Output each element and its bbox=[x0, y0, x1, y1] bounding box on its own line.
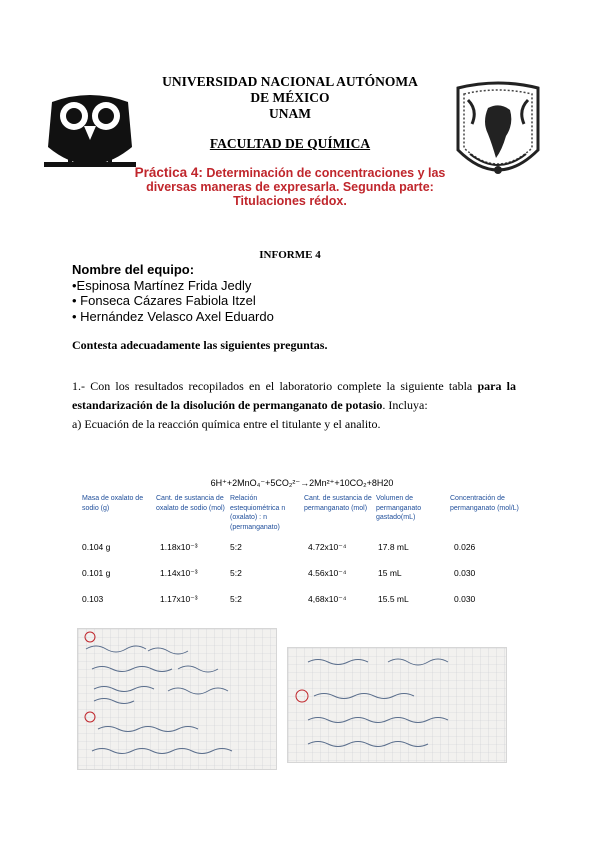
university-line-1: UNIVERSIDAD NACIONAL AUTÓNOMA bbox=[162, 74, 418, 89]
table-cell: 15 mL bbox=[378, 568, 402, 578]
table-row bbox=[82, 560, 522, 586]
table-header-cell: Masa de oxalato de sodio (g) bbox=[82, 495, 144, 512]
table-cell: 17.8 mL bbox=[378, 542, 409, 552]
table-cell: 5:2 bbox=[230, 542, 242, 552]
table-header-cell: Relación estequiométrica n (oxalato) : n (permanganato) bbox=[230, 495, 286, 531]
question-1-bold: para la estandarización de la disolución de permanganato de potasio bbox=[72, 379, 516, 412]
reaction-equation: 6H⁺+2MnO₄⁻+5CO₂²⁻→2Mn²⁺+10CO₂+8H20 bbox=[210, 478, 394, 488]
table-header-cell: Concentración de permanganato (mol/L) bbox=[450, 495, 519, 512]
team-member: • Fonseca Cázares Fabiola Itzel bbox=[72, 293, 256, 308]
table-cell: 1.14x10⁻³ bbox=[160, 567, 198, 578]
table-header-cell: Cant. de sustancia de permanganato (mol) bbox=[304, 495, 372, 512]
unam-owl-logo-icon bbox=[40, 92, 140, 182]
question-1-prefix: 1.- Con los resultados recopilados en el laboratorio complete la siguiente tabla bbox=[72, 379, 473, 393]
table-cell: 0.030 bbox=[454, 594, 476, 604]
question-1-suffix: . Incluya: bbox=[382, 398, 428, 412]
table-cell: 1.17x10⁻³ bbox=[160, 593, 198, 604]
team-heading: Nombre del equipo: bbox=[72, 262, 195, 277]
table-cell: 0.101 g bbox=[82, 568, 111, 578]
table-cell: 5:2 bbox=[230, 568, 242, 578]
table-header-row bbox=[82, 494, 522, 534]
university-line-3: UNAM bbox=[269, 106, 311, 121]
table-cell: 4,68x10⁻⁴ bbox=[308, 593, 347, 604]
instructions: Contesta adecuadamente las siguientes preguntas. bbox=[72, 338, 328, 352]
table-cell: 4.72x10⁻⁴ bbox=[308, 541, 347, 552]
graph-paper-icon bbox=[288, 648, 506, 762]
handwritten-calculations-photo-1 bbox=[77, 628, 277, 770]
table-cell: 1.18x10⁻³ bbox=[160, 541, 198, 552]
practice-description: Determinación de concentraciones y las diversas maneras de expresarla. Segunda parte: Titulaciones rédox. bbox=[146, 166, 446, 208]
table-header-cell: Cant. de sustancia de oxalato de sodio (mol) bbox=[156, 495, 225, 512]
team-section bbox=[72, 262, 274, 324]
handwritten-calculations-photo-2 bbox=[287, 647, 507, 763]
table-cell: 0.026 bbox=[454, 542, 476, 552]
table-row bbox=[82, 586, 522, 612]
table-cell: 4.56x10⁻⁴ bbox=[308, 567, 347, 578]
table-cell: 5:2 bbox=[230, 594, 242, 604]
team-member: •Espinosa Martínez Frida Jedly bbox=[72, 277, 252, 293]
university-title bbox=[140, 74, 440, 122]
university-line-2: DE MÉXICO bbox=[250, 90, 330, 105]
practice-title bbox=[130, 166, 450, 208]
table-cell: 15.5 mL bbox=[378, 594, 409, 604]
table-row bbox=[82, 534, 522, 560]
table-cell: 0.104 g bbox=[82, 542, 111, 552]
table-cell: 0.030 bbox=[454, 568, 476, 578]
question-1 bbox=[72, 377, 516, 434]
table-cell: 0.103 bbox=[82, 594, 104, 604]
report-title: INFORME 4 bbox=[259, 249, 321, 261]
practice-label: Práctica 4: bbox=[134, 165, 203, 180]
table-header-cell: Volumen de permanganato gastado(mL) bbox=[376, 495, 422, 521]
team-member: • Hernández Velasco Axel Eduardo bbox=[72, 308, 274, 324]
faculty-title: FACULTAD DE QUÍMICA bbox=[209, 136, 371, 151]
results-table bbox=[82, 494, 522, 612]
question-1-item-a: a) Ecuación de la reacción química entre el titulante y el analito. bbox=[72, 417, 381, 431]
unam-seal-icon bbox=[448, 80, 548, 188]
graph-paper-icon bbox=[78, 629, 276, 769]
